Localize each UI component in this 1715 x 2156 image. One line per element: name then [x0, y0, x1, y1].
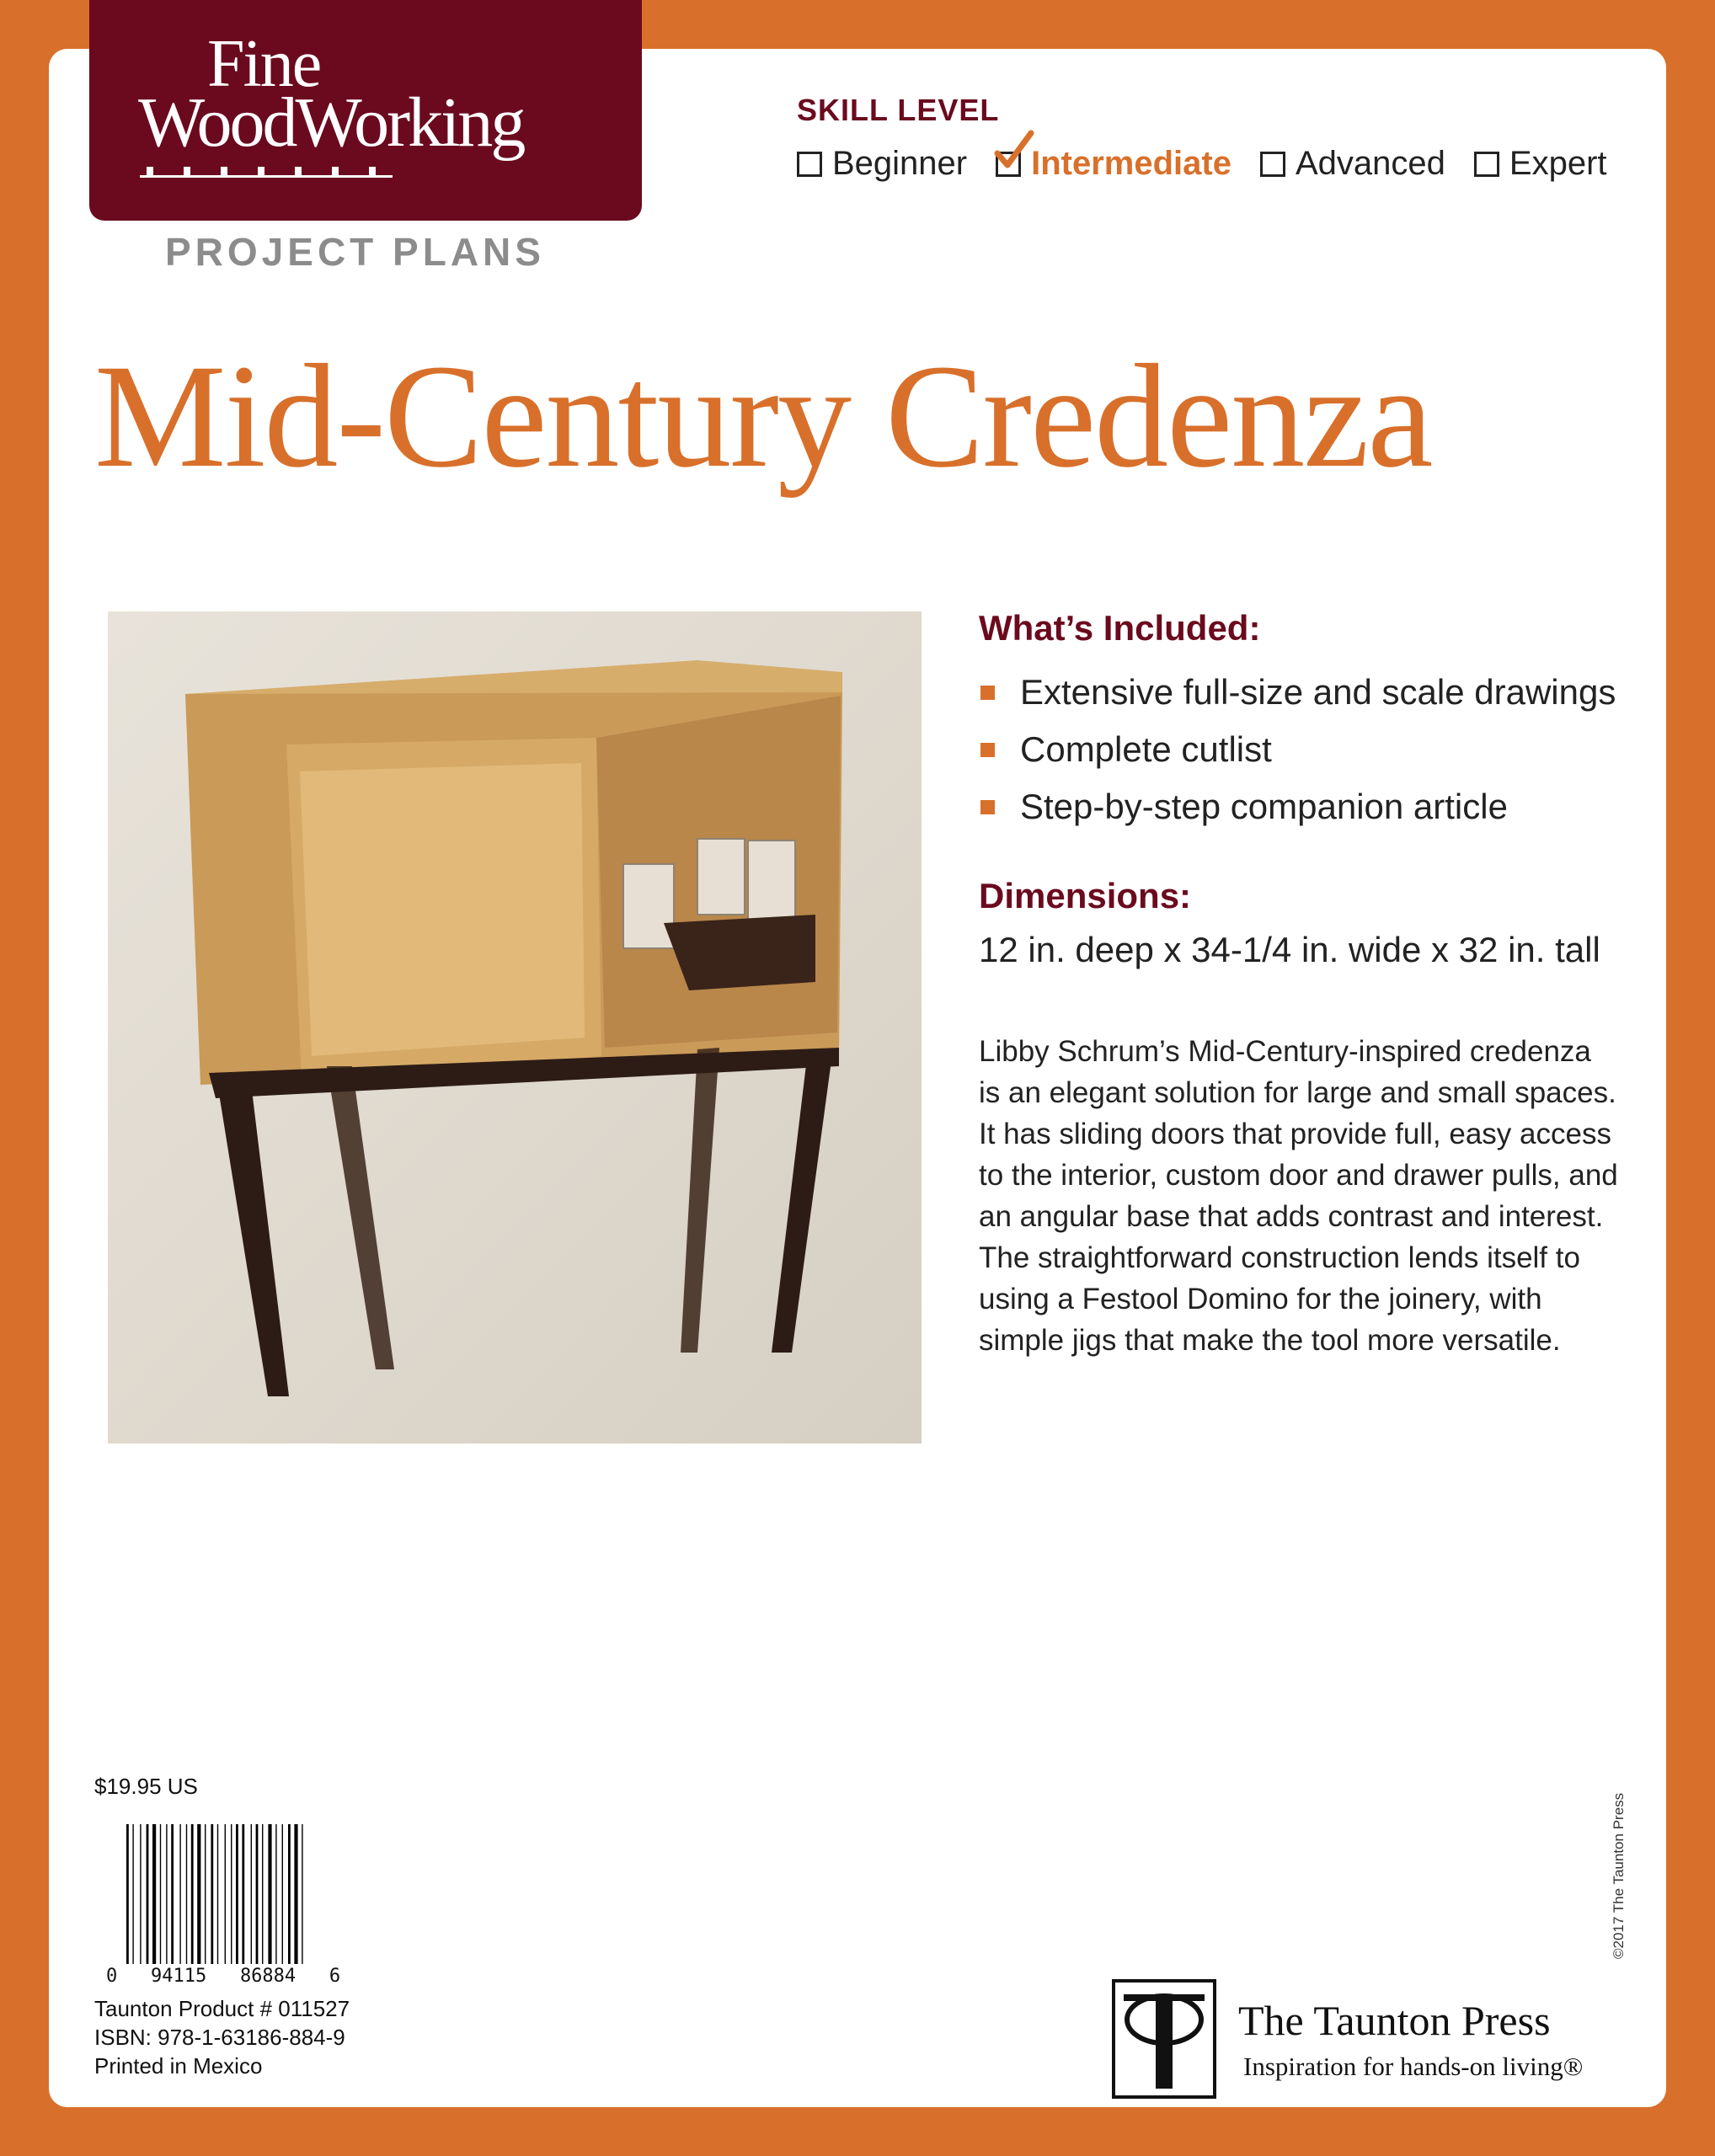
list-item: [980, 664, 1616, 721]
skill-option-label: Intermediate: [1031, 145, 1231, 182]
credenza-photo: [108, 611, 922, 1444]
list-item-text: Extensive full-size and scale drawings: [1020, 672, 1616, 712]
project-description: Libby Schrum’s Mid-Century-inspired credenza is an elegant solution for large and small spaces. It has sliding doors that provide full, easy access to the interior, custom door and drawer pulls, and an angular base that adds contrast and interest. The straightforward construction lends itself to using a Festool Domino for the joinery, with simple jigs that make the tool more versatile.: [979, 1035, 1618, 1357]
logo-ruler-icon: [140, 167, 393, 179]
included-list: [980, 664, 1616, 835]
checkmark-icon: [992, 128, 1038, 173]
list-item-text: Complete cutlist: [1020, 729, 1272, 769]
logo-fine-text: Fine: [207, 27, 321, 101]
barcode-digits: 0 94115 86884 6: [106, 1966, 341, 1987]
product-number: Taunton Product # 011527: [94, 1996, 350, 2021]
barcode: [126, 1824, 313, 1964]
skill-level-title: SKILL LEVEL: [797, 93, 1000, 127]
bullet-icon: [980, 743, 995, 757]
copyright: ©2017 The Taunton Press: [1611, 1792, 1627, 1959]
checkbox-icon: [797, 152, 822, 177]
isbn: ISBN: 978-1-63186-884-9: [94, 2025, 345, 2050]
printed-in: Printed in Mexico: [94, 2053, 263, 2079]
bullet-icon: [980, 686, 995, 700]
fine-woodworking-logo: [89, 0, 642, 221]
publisher-name: The Taunton Press: [1238, 1997, 1551, 2044]
skill-option-expert: [1474, 145, 1607, 183]
whats-included-heading: What’s Included:: [979, 608, 1261, 648]
logo-woodworking-text: WoodWorking: [138, 83, 524, 162]
skill-option-beginner: [797, 145, 967, 183]
project-title: Mid-Century Credenza: [94, 334, 1432, 499]
list-item: [980, 778, 1616, 835]
checkbox-icon: [1474, 152, 1499, 177]
bullet-icon: [980, 800, 995, 814]
skill-option-intermediate: [996, 145, 1231, 183]
price: $19.95 US: [94, 1774, 198, 1799]
taunton-press-logo: [1112, 1979, 1216, 2099]
publisher-tagline: Inspiration for hands-on living®: [1243, 2052, 1584, 2081]
skill-option-label: Expert: [1509, 145, 1607, 182]
checkbox-icon: [1260, 152, 1285, 177]
dimensions-value: 12 in. deep x 34-1/4 in. wide x 32 in. tall: [979, 930, 1600, 969]
list-item-text: Step-by-step companion article: [1020, 787, 1508, 826]
list-item: [980, 721, 1616, 778]
skill-option-label: Beginner: [832, 145, 968, 182]
dimensions-heading: Dimensions:: [979, 876, 1192, 915]
project-plans-label: PROJECT PLANS: [165, 230, 545, 274]
skill-level-options: [797, 145, 1636, 183]
skill-option-advanced: [1260, 145, 1445, 183]
skill-option-label: Advanced: [1295, 145, 1445, 182]
